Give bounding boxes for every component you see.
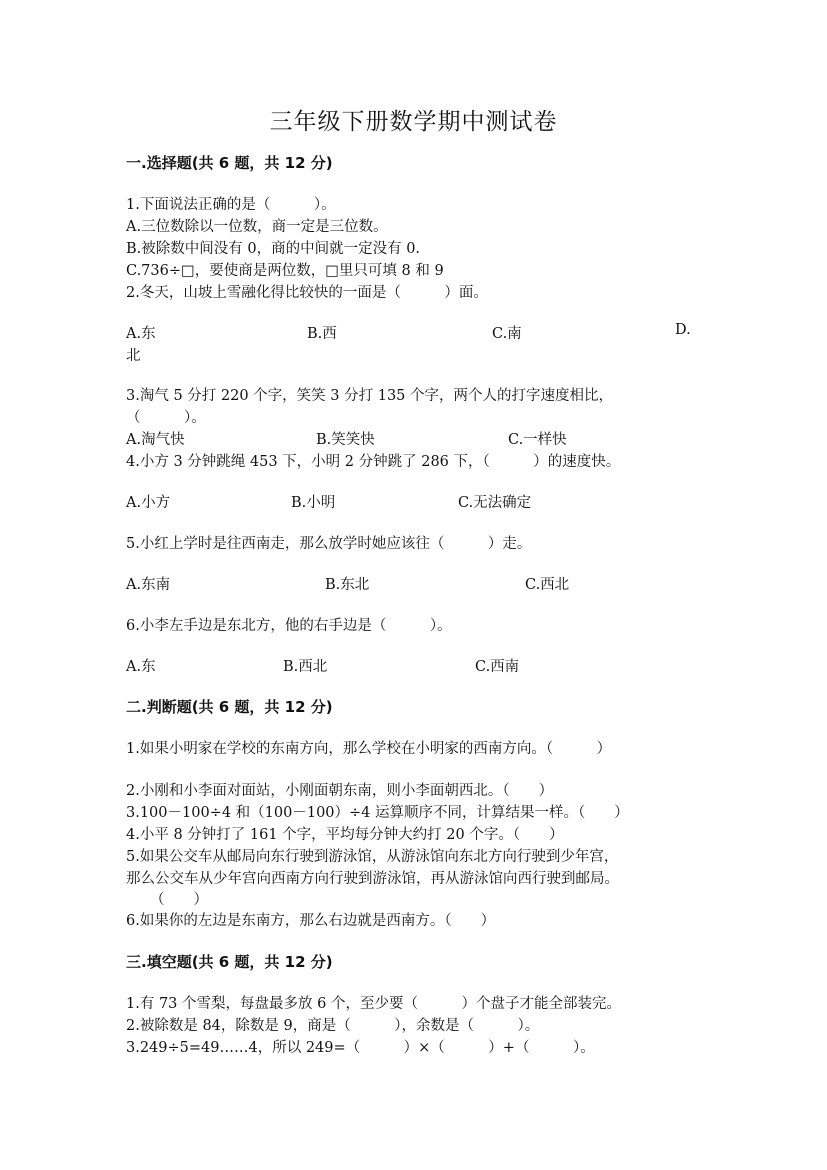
question-stem: 6.小李左手边是东北方，他的右手边是（ ）。 bbox=[126, 618, 452, 634]
judge-answer-paren: （ ） bbox=[150, 892, 208, 908]
judge-question: 2.小刚和小李面对面站，小刚面朝东南，则小李面朝西北。（ ） bbox=[126, 783, 554, 799]
option-b: B.西 bbox=[307, 326, 337, 342]
option-b: B.西北 bbox=[283, 659, 328, 675]
option-a: A.东 bbox=[126, 326, 156, 342]
page-title: 三年级下册数学期中测试卷 bbox=[269, 109, 558, 135]
question-stem: 5.小红上学时是往西南走，那么放学时她应该往（ ）走。 bbox=[126, 536, 532, 552]
option-b: B.小明 bbox=[291, 495, 336, 511]
question-stem: 4.小方 3 分钟跳绳 453 下，小明 2 分钟跳了 286 下，（ ）的速度快。 bbox=[126, 454, 621, 470]
section-heading-judge: 二.判断题(共 6 题，共 12 分) bbox=[126, 698, 333, 716]
question-stem: 3.淘气 5 分打 220 个字，笑笑 3 分打 135 个字，两个人的打字速度相比， bbox=[126, 388, 614, 404]
option-c: C.736÷□，要使商是两位数，□里只可填 8 和 9 bbox=[126, 263, 444, 279]
question-stem: 1.下面说法正确的是（ ）。 bbox=[126, 197, 336, 213]
option-c: C.无法确定 bbox=[458, 495, 532, 511]
option-d-text: 北 bbox=[126, 348, 141, 364]
option-b: B.东北 bbox=[325, 577, 370, 593]
option-a: A.东 bbox=[126, 659, 156, 675]
option-c: C.西南 bbox=[475, 659, 520, 675]
option-a: A.小方 bbox=[126, 495, 171, 511]
section-heading-fill: 三.填空题(共 6 题，共 12 分) bbox=[126, 953, 333, 971]
option-a: A.三位数除以一位数，商一定是三位数。 bbox=[126, 219, 388, 235]
option-c: C.南 bbox=[492, 326, 522, 342]
option-a: A.淘气快 bbox=[126, 432, 185, 448]
option-c: C.一样快 bbox=[508, 432, 567, 448]
option-a: A.东南 bbox=[126, 577, 171, 593]
section-heading-choice: 一.选择题(共 6 题，共 12 分) bbox=[126, 154, 333, 172]
judge-question: 3.100－100÷4 和（100－100）÷4 运算顺序不同，计算结果一样。（ ） bbox=[126, 805, 629, 821]
judge-question: 1.如果小明家在学校的东南方向，那么学校在小明家的西南方向。（ ） bbox=[126, 741, 612, 757]
fill-question: 3.249÷5=49……4，所以 249=（ ）×（ ）+（ ）。 bbox=[126, 1040, 595, 1056]
question-stem-continued: （ ）。 bbox=[126, 410, 206, 426]
fill-question: 1.有 73 个雪梨，每盘最多放 6 个，至少要（ ）个盘子才能全部装完。 bbox=[126, 996, 621, 1012]
option-b: B.被除数中间没有 0，商的中间就一定没有 0. bbox=[126, 241, 421, 257]
option-c: C.西北 bbox=[525, 577, 570, 593]
judge-question-continued: 那么公交车从少年宫向西南方向行驶到游泳馆，再从游泳馆向西行驶到邮局。 bbox=[126, 871, 619, 887]
option-d-label: D. bbox=[675, 322, 691, 338]
judge-question: 6.如果你的左边是东南方，那么右边就是西南方。（ ） bbox=[126, 913, 496, 929]
option-b: B.笑笑快 bbox=[316, 432, 375, 448]
fill-question: 2.被除数是 84，除数是 9，商是（ ），余数是（ ）。 bbox=[126, 1018, 540, 1034]
question-stem: 2.冬天，山坡上雪融化得比较快的一面是（ ）面。 bbox=[126, 285, 488, 301]
judge-question: 5.如果公交车从邮局向东行驶到游泳馆，从游泳馆向东北方向行驶到少年宫， bbox=[126, 849, 619, 865]
judge-question: 4.小平 8 分钟打了 161 个字，平均每分钟大约打 20 个字。（ ） bbox=[126, 827, 564, 843]
